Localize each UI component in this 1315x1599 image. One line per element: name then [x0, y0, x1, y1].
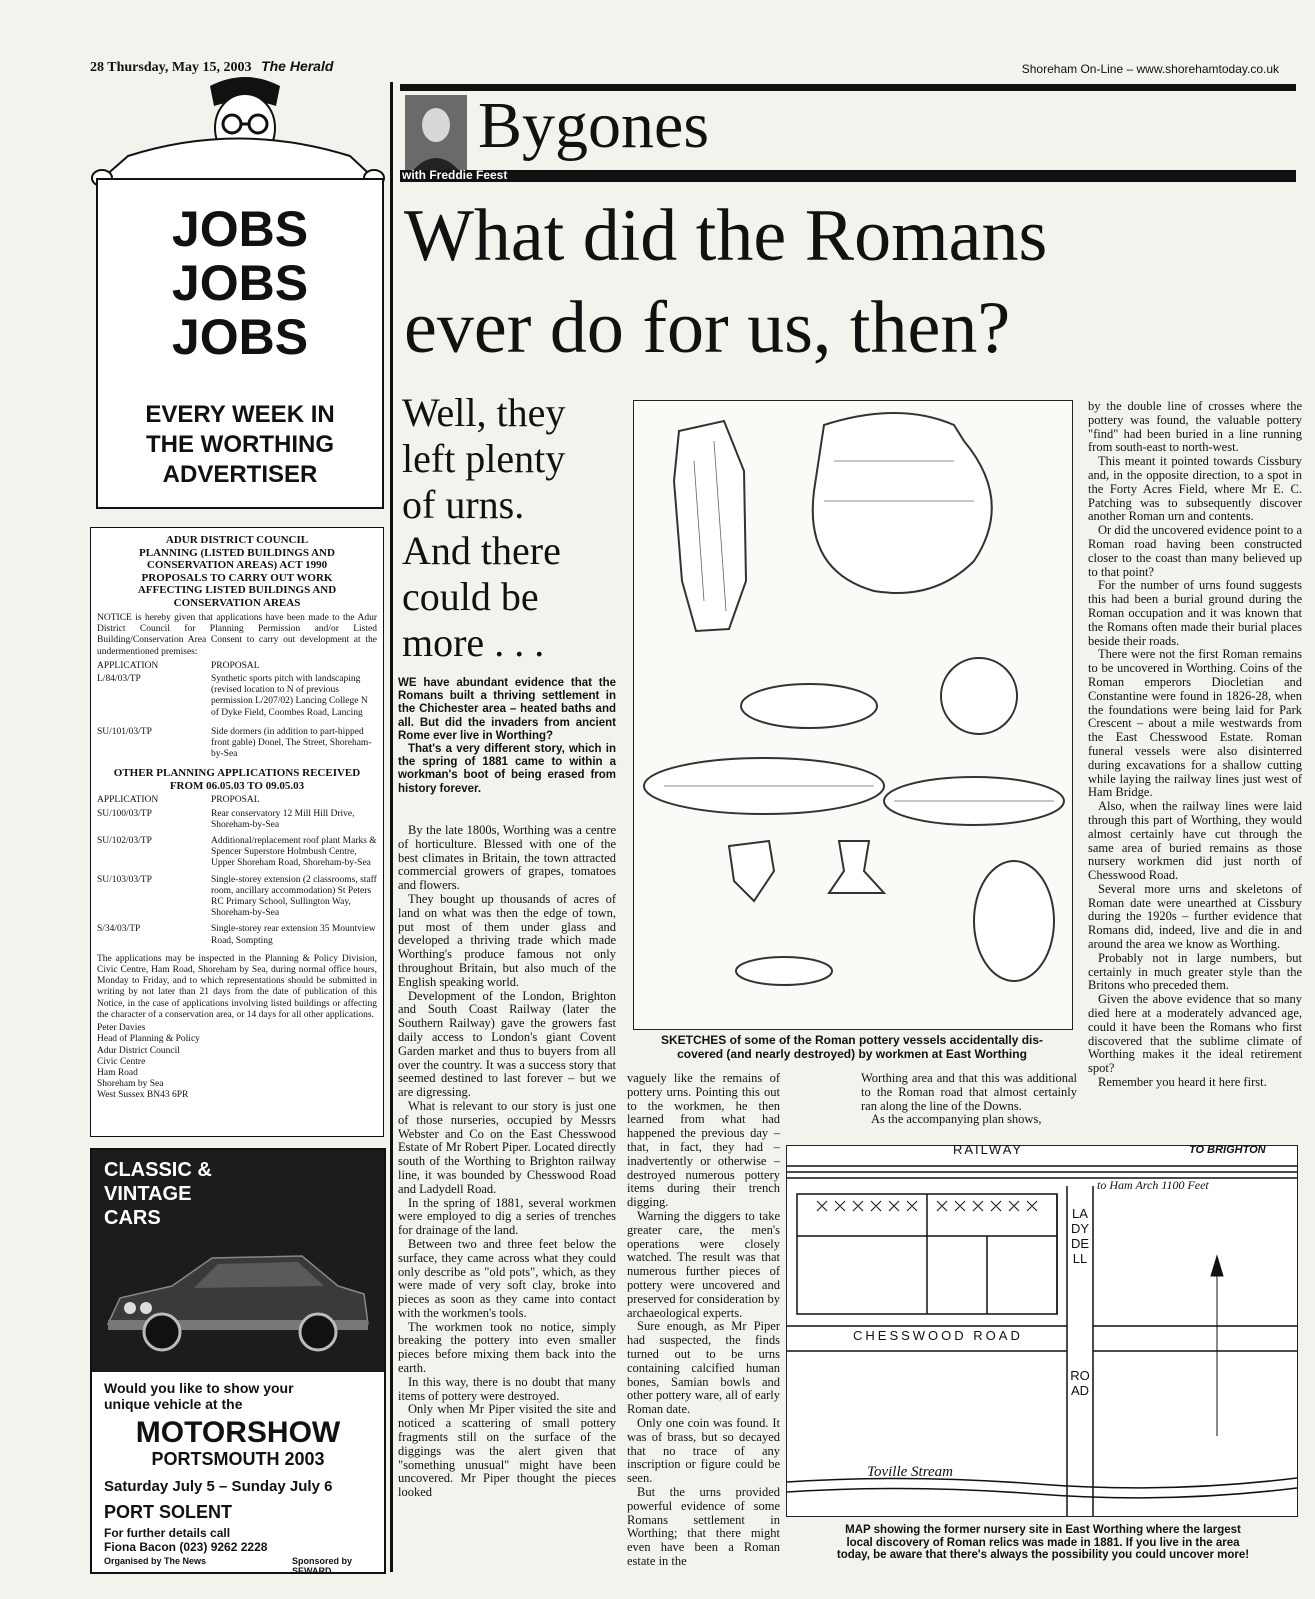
car-title-line: CLASSIC & — [104, 1159, 212, 1181]
caption-line: today, be aware that there's always the possibility you could uncover more! — [836, 1549, 1250, 1561]
motorshow-dates: Saturday July 5 – Sunday July 6 — [104, 1478, 333, 1495]
map-label-road: ROAD — [1070, 1368, 1090, 1398]
article-paragraph: Or did the uncovered evidence point to a Roman road having been constructed closer to the coast than many believed up to that point? — [1088, 523, 1302, 579]
app-text: Single-storey extension (2 classrooms, staff room, ancillary accommodation) St Peters RC Primary School, Sullington Way, Shoreham-by-Sea — [211, 874, 377, 919]
article-column-4 — [1088, 400, 1302, 1090]
jobs-ad — [96, 178, 384, 509]
site-url: Shoreham On-Line – www.shorehamtoday.co.uk — [1021, 62, 1279, 76]
notice-other-heading — [91, 761, 383, 794]
headline-line: What did the Romans — [404, 195, 1048, 277]
notice-heading-line: CONSERVATION AREAS — [173, 596, 301, 609]
notice-intro: NOTICE is hereby given that applications have been made to the Adur District Council for Planning Permission and/or Listed Building/Conservation Area Consent to carry out development at the undermentioned premises: — [97, 613, 377, 657]
col-application: APPLICATION — [97, 660, 159, 671]
app-ref: SU/101/03/TP — [97, 726, 152, 737]
app-ref: SU/100/03/TP — [97, 808, 152, 819]
headline — [404, 190, 1294, 374]
app-ref: SU/102/03/TP — [97, 836, 152, 847]
col-application: APPLICATION — [97, 795, 159, 806]
motorshow-ad — [90, 1148, 386, 1574]
notice-heading-line: FROM 06.05.03 TO 09.05.03 — [169, 779, 305, 792]
notice-heading-line: CONSERVATION AREAS) ACT 1990 — [146, 559, 328, 571]
notice-app-row — [91, 874, 383, 921]
planning-notice — [90, 527, 384, 1137]
motorshow-venue: PORT SOLENT — [104, 1502, 233, 1522]
notice-heading-line: PLANNING (LISTED BUILDINGS AND — [139, 546, 335, 559]
notice-heading-line: OTHER PLANNING APPLICATIONS RECEIVED — [113, 767, 361, 780]
jobs-sub-2: THE WORTHING — [146, 431, 334, 458]
article-paragraph: The workmen took no notice, simply breaking the pottery into even smaller pieces before mixing them back into the earth. — [398, 1319, 616, 1376]
car-ad-question — [104, 1380, 294, 1412]
page-folio — [90, 58, 333, 76]
article-paragraph: Warning the diggers to take greater care, the men's operations were closely watched. The result was that numerous further pieces of pottery were uncovered and preserved for consideration by archaeological experts. — [627, 1208, 780, 1320]
signature-line: Adur District Council — [97, 1045, 180, 1056]
article-paragraph: Between two and three feet below the surface, they came across what they could only describe as "old pots", which, as they were made of very soft clay, broke into pieces as soon as they came into contact with the workmen's tools. — [398, 1236, 616, 1320]
app-text: Rear conservatory 12 Mill Hill Drive, Shoreham-by-Sea — [211, 808, 355, 830]
article-paragraph: Worthing area and that this was additional to the Roman road that almost certainly ran along the line of the Downs. — [861, 1071, 1077, 1113]
caption-line: covered (and nearly destroyed) by workmen at East Worthing — [677, 1047, 1027, 1061]
article-paragraph: Probably not in large numbers, but certainly in much greater style than the Britons who preceded them. — [1088, 950, 1302, 993]
question-line: unique vehicle at the — [104, 1396, 243, 1412]
map-caption — [790, 1524, 1296, 1562]
standfirst-line: more . . . — [402, 620, 545, 665]
standfirst-line: Well, they — [402, 390, 566, 435]
question-line: Would you like to show your — [104, 1380, 294, 1396]
columnist-portrait — [405, 95, 467, 175]
article-paragraph: Sure enough, as Mr Piper had suspected, the finds turned out to be urns containing calcified human bones, Samian bowls and other pottery ware, all of early Roman date. — [627, 1319, 780, 1417]
headline-line: ever do for us, then? — [404, 287, 1011, 369]
byline: with Freddie Feest — [402, 168, 508, 182]
signature-line: Shoreham by Sea — [97, 1079, 164, 1090]
col-proposal: PROPOSAL — [211, 795, 260, 806]
article-column-2 — [627, 1072, 780, 1569]
jobs-word-3: JOBS — [171, 309, 309, 365]
signature-line: Ham Road — [97, 1067, 138, 1078]
column-rule — [390, 82, 393, 1572]
app-text: Single-storey rear extension 35 Mountview Road, Sompting — [211, 924, 376, 946]
notice-app-row — [91, 673, 383, 720]
article-paragraph: What is relevant to our story is just one of those nurseries, occupied by Messrs Webster and Co on the East Chesswood Estate of Mr Robert Piper. Located directly south of the Worthing to Brighton railway line, it was bounded by Chesswood Road and Ladydell Road. — [398, 1098, 616, 1196]
article-paragraph: Given the above evidence that so many died here at a moderately advanced age, could it have been the Romans who first discovered that the sublime climate of Worthing makes it the ideal retirement spot? — [1088, 992, 1302, 1076]
article-paragraph: Only when Mr Piper visited the site and noticed a scattering of small pottery fragments still on the surface of the diggings was the alert given that "something unusual" might have been uncovered. Mr Piper thought the pieces looked — [398, 1402, 616, 1500]
section-title: Bygones — [478, 89, 709, 162]
signature-line: West Sussex BN43 6PR — [97, 1090, 189, 1101]
article-paragraph: vaguely like the remains of pottery urns. Pointing this out to the workmen, he then learned from what had happened the previous day – that, in fact, they had – inadvertently or otherwise – destroyed numerous pottery items during their trench digging. — [627, 1071, 780, 1210]
notice-heading-line: PROPOSALS TO CARRY OUT WORK — [141, 571, 333, 584]
article-lead — [398, 677, 616, 796]
notice-app-row — [91, 808, 383, 832]
notice-app-row — [91, 726, 383, 762]
notice-col-headers — [91, 660, 383, 673]
map-label-stream: Toville Stream — [867, 1464, 953, 1480]
notice-signature — [91, 1023, 383, 1101]
jobs-sub-1: EVERY WEEK IN — [145, 401, 335, 428]
notice-app-row — [91, 923, 383, 947]
article-paragraph: In this way, there is no doubt that many items of pottery were destroyed. — [398, 1374, 616, 1403]
article-column-3 — [861, 1072, 1077, 1127]
sketch-caption — [628, 1033, 1076, 1061]
classic-car-photo — [102, 1228, 374, 1358]
columnist-photo — [405, 95, 467, 175]
article-paragraph: But the urns provided powerful evidence of some Romans settlement in Worthing; that there might even have been a Roman estate in the — [627, 1484, 780, 1568]
caption-line: local discovery of Roman relics was made in 1881. If you live in the area — [846, 1536, 1240, 1549]
pottery-vessels-illustration — [634, 401, 1072, 1029]
article-paragraph: In the spring of 1881, several workmen were employed to dig a series of trenches for drainage of the land. — [398, 1195, 616, 1238]
nursery-site-map — [786, 1142, 1298, 1517]
organised-by: Organised by The News — [104, 1556, 207, 1566]
article-paragraph: Several more urns and skeletons of Roman date were unearthed at Cissbury during the 1920s – further evidence that Romans did, indeed, live and die in and around the area we know as Worthing. — [1088, 881, 1302, 952]
standfirst-line: left plenty — [402, 436, 566, 481]
car-photo-panel — [92, 1150, 384, 1372]
jobs-word-1: JOBS — [171, 201, 309, 257]
app-ref: S/34/03/TP — [97, 924, 141, 935]
article-paragraph: For the number of urns found suggests this had been a burial ground during the Roman occupation and it was known that the Romans often made their burial places beside their roads. — [1088, 578, 1302, 648]
motorshow-place-year: PORTSMOUTH 2003 — [151, 1449, 325, 1469]
signature-line: Peter Davies — [97, 1023, 146, 1034]
map-label-brighton: TO BRIGHTON — [1189, 1144, 1266, 1156]
car-ad-title — [104, 1158, 212, 1230]
app-text: Synthetic sports pitch with landscaping (revised location to N of previous permission L/207/02) Lancing College N of Dyke Field, Coombes Road, Lancing — [211, 674, 368, 718]
byline-bar — [400, 170, 1296, 182]
contact-line: For further details call — [104, 1526, 231, 1540]
article-column-1 — [398, 824, 616, 1500]
jobs-sub-3: ADVERTISER — [162, 461, 318, 488]
article-paragraph: Also, when the railway lines were laid through this part of Worthing, they would almost certainly have cut through the same area of buried remains as those nursery workmen did just north of Chesswood Road. — [1088, 799, 1302, 883]
paper-name: The Herald — [261, 58, 334, 74]
standfirst-line: And there — [402, 528, 561, 573]
col-proposal: PROPOSAL — [211, 660, 260, 671]
map-label-railway: RAILWAY — [953, 1142, 1024, 1157]
page-date: Thursday, May 15, 2003 — [107, 60, 252, 75]
jobs-word-2: JOBS — [171, 255, 309, 311]
app-text: Additional/replacement roof plant Marks & Spencer Superstore Holmbush Centre, Upper Shoreham Road, Shoreham-by-Sea — [211, 836, 377, 869]
page-number: 28 — [90, 60, 104, 75]
signature-line: Civic Centre — [97, 1056, 146, 1067]
car-title-line: VINTAGE — [104, 1183, 192, 1205]
article-paragraph: by the double line of crosses where the pottery was found, the valuable pottery "find" had been buried in a line running from south-east to north-west. — [1088, 399, 1302, 455]
article-paragraph: Development of the London, Brighton and South Coast Railway (later the Southern Railway) gave the growers fast daily access to London's giant Covent Garden market and thus to buyers from all over the country. It was a success story that seemed destined to last forever – but we are digressing. — [398, 988, 616, 1100]
map-label-chesswood: CHESSWOOD ROAD — [853, 1328, 1023, 1343]
notice-app-row — [91, 835, 383, 871]
standfirst-line: could be — [402, 574, 539, 619]
notice-col-headers — [91, 794, 383, 807]
app-ref: SU/103/03/TP — [97, 874, 152, 885]
article-paragraph: This meant it pointed towards Cissbury and, in the opposite direction, to a spot in the Forty Acres Field, where Mr E. C. Patching was to subsequently discover another Roman urn and contents. — [1088, 454, 1302, 524]
article-paragraph: They bought up thousands of acres of land on what was then the edge of town, put most of them under glass and developed a thriving trade which made Worthing's produce famous not only throughout Britain, but also much of the English speaking world. — [398, 891, 616, 989]
notice-heading-line: ADUR DISTRICT COUNCIL — [165, 534, 309, 546]
signature-line: Head of Planning & Policy — [97, 1034, 200, 1045]
app-ref: L/84/03/TP — [97, 674, 141, 685]
lead-paragraph: WE have abundant evidence that the Romans built a thriving settlement in the Chichester area – heated baths and all. But did the invaders from ancient Rome ever live in Worthing? — [398, 677, 616, 742]
article-paragraph: By the late 1800s, Worthing was a centre of horticulture. Blessed with one of the best climates in Britain, the town attracted commercial growers of grapes, tomatoes and flowers. — [398, 823, 616, 893]
notice-heading — [91, 528, 383, 611]
car-title-line: CARS — [104, 1207, 161, 1229]
newspaper-sheet-illustration — [88, 126, 388, 186]
pottery-sketch — [633, 400, 1073, 1030]
map-label-ham-arch: to Ham Arch 1100 Feet — [1097, 1178, 1209, 1192]
standfirst — [402, 390, 616, 666]
motorshow-title: MOTORSHOW — [135, 1416, 341, 1449]
sponsored-by: Sponsored by SEWARD — [292, 1556, 353, 1576]
caption-line: SKETCHES of some of the Roman pottery vessels accidentally dis- — [660, 1033, 1044, 1047]
notice-heading-line: AFFECTING LISTED BUILDINGS AND — [137, 584, 337, 596]
article-paragraph: As the accompanying plan shows, — [871, 1112, 1042, 1127]
article-paragraph: Only one coin was found. It was of brass, but so decayed that no trace of any inscription or figure could be seen. — [627, 1415, 780, 1486]
standfirst-line: of urns. — [402, 482, 525, 527]
article-paragraph: There were not the first Roman remains to be uncovered in Worthing. Coins of the Roman emperors Diocletian and Constantine were found in 1826-28, when the foundations were being laid for Park Crescent – about a mile westwards from the East Chesswood Estate. Roman funeral vessels were also disinterred during excavations for a shallow cutting while laying the railway lines just west of Ham Bridge. — [1088, 647, 1302, 800]
caption-line: MAP showing the former nursery site in East Worthing where the largest — [845, 1524, 1241, 1536]
article-paragraph: Remember you heard it here first. — [1098, 1075, 1267, 1090]
contact-line: Fiona Bacon (023) 9262 2228 — [104, 1540, 268, 1554]
app-text: Side dormers (in addition to part-hipped front gable) Donel, The Street, Shoreham-by-Sea — [211, 726, 372, 760]
notice-closing: The applications may be inspected in the Planning & Policy Division, Civic Centre, Ham Road, Shoreham by Sea, during normal office hours, Monday to Friday, and to which representations should be submitted in writing by not later than 21 days from the date of publication of this Notice, in the case of applications involving listed buildings or affecting the character of a conservation area, or 14 days for all other applications. — [97, 953, 377, 1020]
motorshow-contact — [104, 1526, 267, 1554]
lead-paragraph: That's a very different story, which in the spring of 1881 came to within a workman's boot of being erased from history forever. — [398, 743, 616, 795]
map-label-ladydell: LADYDELL — [1070, 1206, 1090, 1266]
